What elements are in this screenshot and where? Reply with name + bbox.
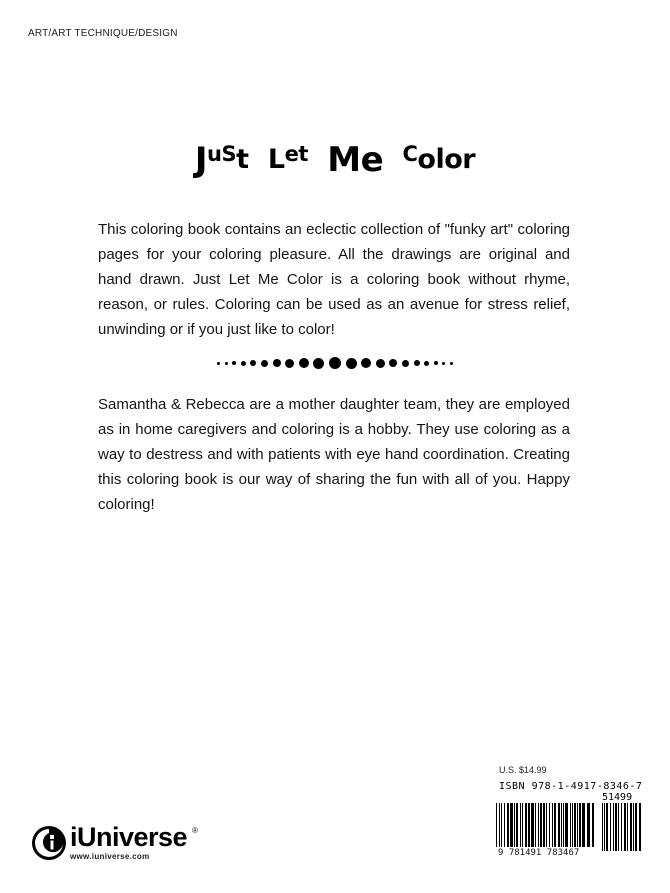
barcode-bar (554, 803, 556, 847)
barcode-addon-bar (604, 803, 605, 851)
divider-dot (434, 361, 438, 365)
barcode-bar (549, 803, 550, 847)
barcode-addon-bar (633, 803, 634, 851)
title-word-let: Let (267, 142, 308, 175)
barcode-bar (514, 803, 515, 847)
barcode-bar (546, 803, 547, 847)
barcode-addon-bar (624, 803, 626, 851)
divider-dot (313, 358, 324, 369)
divider-dot (376, 359, 385, 368)
divider-dot (414, 360, 420, 366)
iuniverse-swirl-logo-icon (30, 824, 68, 862)
about-authors: Samantha & Rebecca are a mother daughter team, they are employed as in home caregivers and coloring is a hobby. They use coloring as a way to destress and with patients with eye hand coordination. Creating this coloring book is our way of sharing the fun with all of you. Happy coloring! (98, 396, 570, 513)
barcode-bar (507, 803, 509, 847)
barcode-bar (572, 803, 573, 847)
divider-dot (232, 361, 236, 365)
barcode-bar (561, 803, 562, 847)
book-title (0, 140, 670, 180)
barcode (494, 803, 642, 853)
book-description: This coloring book contains an eclectic collection of "funky art" coloring pages for your coloring pleasure. All the drawings are original and hand drawn. Just Let Me Color is a coloring book without rhyme, reason, or rules. Coloring can be used as an avenue for stress relief, unwinding or if you just like to color! (98, 221, 570, 338)
divider-dot (261, 360, 268, 367)
barcode-addon-bar (635, 803, 637, 851)
divider-dot (329, 357, 341, 369)
barcode-bar (528, 803, 530, 847)
barcode-addon-bar (639, 803, 641, 851)
isbn-label: ISBN 978-1-4917-8346-7 (499, 781, 643, 792)
divider-dot (250, 360, 256, 366)
barcode-addon-bar (621, 803, 622, 851)
dotted-ornament-divider-icon (0, 356, 670, 370)
barcode-bar (592, 803, 594, 847)
barcode-bar (538, 803, 539, 847)
category-label: ART/ART TECHNIQUE/DESIGN (28, 28, 178, 39)
barcode-bar (522, 803, 523, 847)
barcode-addon-bar (615, 803, 617, 851)
barcode-bar (496, 803, 497, 847)
barcode-bar (540, 803, 542, 847)
barcode-bar (565, 803, 568, 847)
title-word-me: Me (327, 140, 384, 180)
registered-mark: ® (192, 826, 198, 835)
title-word-color: Color (402, 142, 476, 175)
publisher-url: www.iuniverse.com (70, 852, 150, 861)
title-word-just: JuSt (194, 140, 249, 180)
barcode-bar (563, 803, 564, 847)
divider-dot (217, 362, 220, 365)
price-label: U.S. $14.99 (499, 765, 547, 775)
barcode-bar (577, 803, 578, 847)
publisher-logo (30, 818, 210, 866)
barcode-bar (535, 803, 536, 847)
barcode-bar (552, 803, 553, 847)
barcode-bar (582, 803, 585, 847)
barcode-addon-bar (610, 803, 611, 851)
barcode-bar (531, 803, 534, 847)
barcode-addon-bar (618, 803, 619, 851)
barcode-bar (510, 803, 513, 847)
divider-dot (361, 358, 371, 368)
addon-code: 51499 (602, 792, 633, 803)
barcode-addon-bar (606, 803, 608, 851)
publisher-name: iUniverse (70, 822, 188, 852)
divider-dot (241, 361, 246, 366)
divider-dot (442, 362, 445, 365)
barcode-bar (558, 803, 560, 847)
divider-dot (285, 359, 294, 368)
divider-dot (402, 360, 409, 367)
barcode-bar (570, 803, 571, 847)
divider-dot (450, 362, 453, 365)
barcode-digits: 9 781491 783467 (498, 848, 580, 858)
barcode-bar (579, 803, 581, 847)
barcode-bar (520, 803, 521, 847)
barcode-bar (574, 803, 576, 847)
barcode-bar (516, 803, 518, 847)
barcode-bar (525, 803, 527, 847)
divider-dot (389, 359, 397, 367)
barcode-bar (504, 803, 505, 847)
barcode-addon-bar (630, 803, 632, 851)
divider-dot (346, 358, 357, 369)
barcode-bar (587, 803, 590, 847)
barcode-addon-bar (627, 803, 628, 851)
divider-dot (424, 361, 429, 366)
barcode-bar (501, 803, 502, 847)
barcode-addon-bar (613, 803, 614, 851)
barcode-bar (499, 803, 500, 847)
divider-dot (225, 362, 228, 365)
barcode-bar (543, 803, 545, 847)
divider-dot (273, 359, 281, 367)
divider-dot (299, 358, 309, 368)
barcode-addon-bar (602, 803, 603, 851)
